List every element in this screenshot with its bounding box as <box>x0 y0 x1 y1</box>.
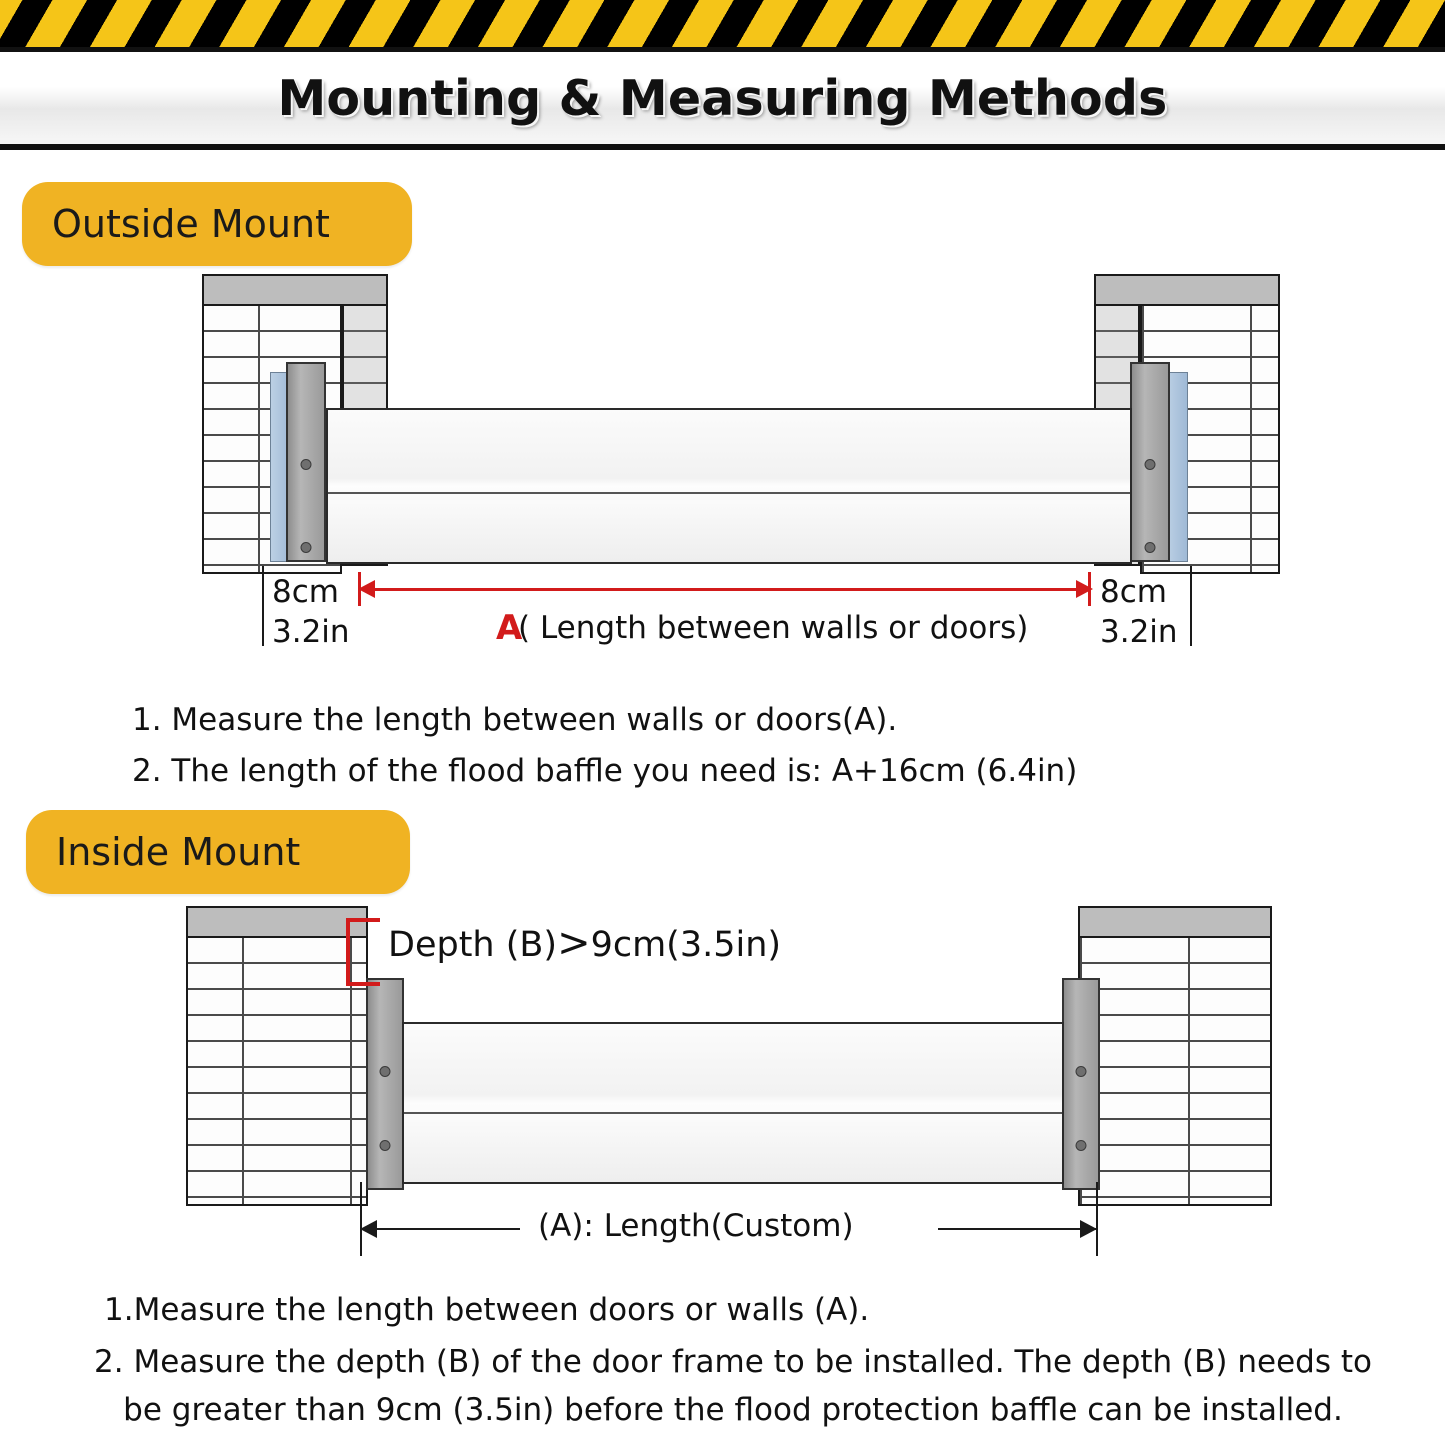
right-mounting-bracket-outside <box>1130 362 1170 562</box>
pillar-top-face <box>186 906 368 940</box>
inside-mount-step-2: 2. Measure the depth (B) of the door frame to be installed. The depth (B) needs to be greater than 9cm (3.5in) before the flood protection baffle can be installed. <box>94 1344 1372 1428</box>
section-badge-inside-mount: Inside Mount <box>26 810 410 894</box>
bracket-screw <box>380 1140 391 1151</box>
baffle-seam <box>404 1112 1062 1114</box>
depth-value: 9cm(3.5in) <box>590 925 782 965</box>
dimension-letter-a: A <box>496 608 523 648</box>
dimension-arrow-left <box>358 580 375 598</box>
left-mounting-bracket-outside <box>286 362 326 562</box>
outside-mount-step-1: 1. Measure the length between walls or doors(A). <box>132 702 898 738</box>
inside-dimension-tick-left <box>360 1182 362 1256</box>
right-brick-pillar-inside <box>1078 906 1272 1206</box>
depth-comparator: > <box>557 920 591 966</box>
bracket-screw <box>301 542 312 553</box>
pillar-front-face <box>1078 936 1272 1206</box>
left-offset-in-label: 3.2in <box>272 614 350 650</box>
depth-label-text: Depth (B) <box>388 925 558 965</box>
inside-dimension-arrow-right <box>1080 1220 1097 1238</box>
bracket-screw <box>380 1066 391 1077</box>
dimension-caption: ( Length between walls or doors) <box>518 610 1029 646</box>
dimension-tick-left <box>262 566 264 646</box>
dimension-tick-right <box>1190 566 1192 646</box>
depth-bracket-marker <box>346 918 380 986</box>
outside-mount-step-2: 2. The length of the flood baffle you need is: A+16cm (6.4in) <box>132 753 1078 789</box>
flood-baffle-panel-inside <box>402 1022 1064 1184</box>
page-title: Mounting & Measuring Methods <box>277 69 1168 127</box>
depth-label <box>388 920 781 966</box>
inside-mount-step-1: 1.Measure the length between doors or walls (A). <box>104 1292 870 1328</box>
left-offset-cm-label: 8cm <box>272 574 339 610</box>
baffle-seam <box>328 492 1130 494</box>
bracket-screw <box>1076 1066 1087 1077</box>
right-offset-cm-label: 8cm <box>1100 574 1167 610</box>
left-mounting-bracket-inside <box>366 978 404 1190</box>
bracket-screw <box>1145 459 1156 470</box>
pillar-top-face <box>1094 274 1280 308</box>
right-offset-in-label: 3.2in <box>1100 614 1178 650</box>
bracket-screw <box>1076 1140 1087 1151</box>
flood-baffle-panel-outside <box>326 408 1132 564</box>
bracket-screw <box>301 459 312 470</box>
inside-dimension-line-right <box>938 1228 1096 1230</box>
pillar-top-face <box>202 274 388 308</box>
title-banner <box>0 52 1445 150</box>
inside-dimension-arrow-left <box>360 1220 377 1238</box>
inside-length-label: (A): Length(Custom) <box>538 1208 854 1244</box>
inside-dimension-line-left <box>362 1228 520 1230</box>
bracket-screw <box>1145 542 1156 553</box>
inside-dimension-tick-right <box>1096 1182 1098 1256</box>
section-badge-outside-mount: Outside Mount <box>22 182 412 266</box>
dimension-arrow-right <box>1076 580 1093 598</box>
pillar-front-face <box>186 936 368 1206</box>
right-mounting-bracket-inside <box>1062 978 1100 1190</box>
hazard-stripe-banner <box>0 0 1445 52</box>
pillar-top-face <box>1078 906 1272 940</box>
dimension-line-a <box>362 588 1088 591</box>
left-brick-pillar-inside <box>186 906 368 1206</box>
